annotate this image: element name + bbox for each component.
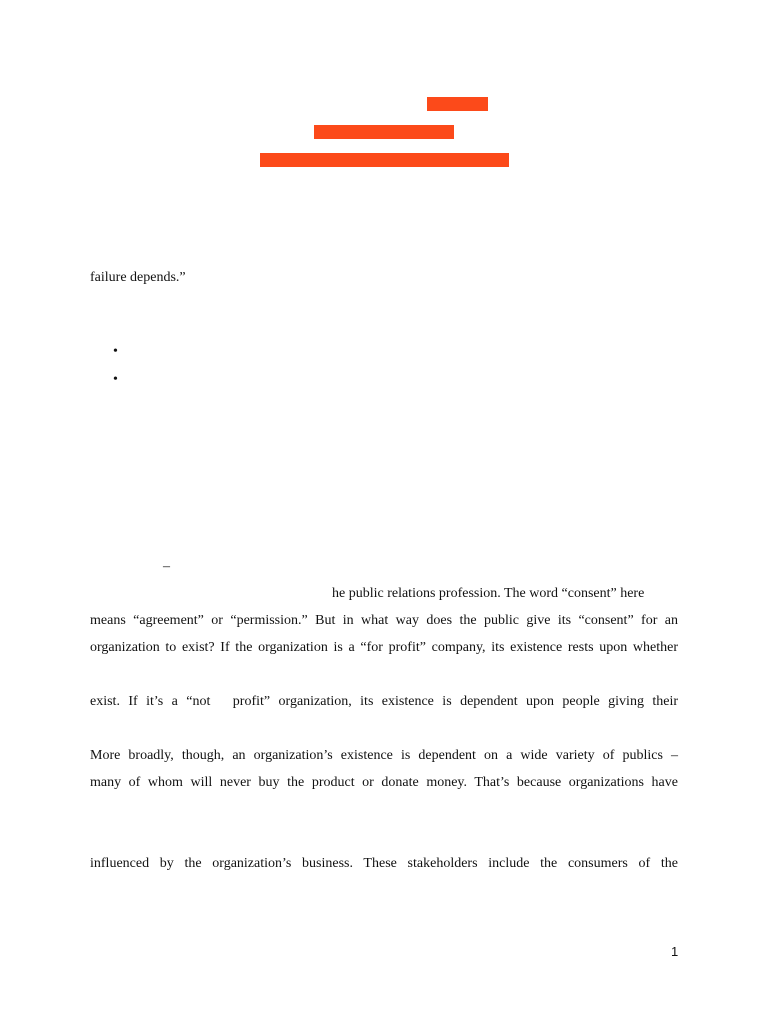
text-line: failure depends.” xyxy=(90,270,186,285)
redaction-bar xyxy=(314,125,454,139)
text-dash: – xyxy=(163,559,170,574)
bullet-icon: • xyxy=(113,372,118,387)
page-number: 1 xyxy=(671,944,679,959)
text-line: he public relations profession. The word “consent” here xyxy=(332,586,645,601)
text-line: influenced by the organization’s business. These stakeholders include the consumers of the xyxy=(90,856,678,871)
text-line: means “agreement” or “permission.” But in what way does the public give its “consent” for an xyxy=(90,613,678,628)
text-line: many of whom will never buy the product or donate money. That’s because organizations have xyxy=(90,775,678,790)
text-fragment: profit” organization, its existence is dependent upon people giving their xyxy=(232,694,679,709)
text-fragment: exist. If it’s a “not xyxy=(90,694,211,709)
bullet-icon: • xyxy=(113,344,118,359)
text-line xyxy=(90,693,678,711)
text-line: More broadly, though, an organization’s existence is dependent on a wide variety of publics – xyxy=(90,748,678,763)
text-line: organization to exist? If the organization is a “for profit” company, its existence rests upon whether xyxy=(90,640,678,655)
redaction-bar xyxy=(427,97,488,111)
redaction-bar xyxy=(260,153,509,167)
